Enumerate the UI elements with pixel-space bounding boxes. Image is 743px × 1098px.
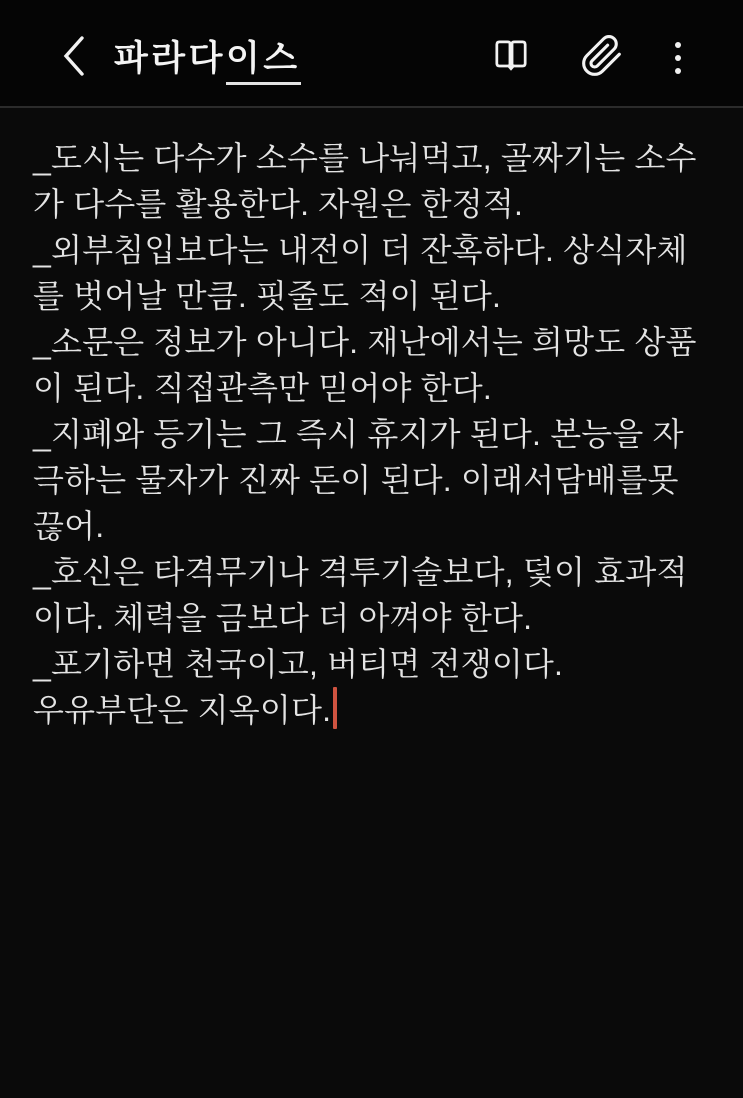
note-title-text: 파라다 xyxy=(114,39,226,78)
chevron-left-icon xyxy=(58,34,92,83)
note-body-editor[interactable] xyxy=(0,108,743,1008)
back-button[interactable] xyxy=(58,34,102,82)
more-options-button[interactable] xyxy=(665,36,691,80)
paperclip-icon xyxy=(580,34,624,83)
note-text-line[interactable]: _도시는 다수가 소수를 나눠먹고, 골짜기는 소수 xyxy=(33,140,697,176)
app-bar xyxy=(0,0,743,108)
note-text-line[interactable]: 극하는 물자가 진짜 돈이 된다. 이래서담배를못 xyxy=(33,462,679,498)
note-text-line[interactable]: _포기하면 천국이고, 버티면 전쟁이다. xyxy=(33,646,564,682)
attach-button[interactable] xyxy=(579,35,625,81)
note-title-field[interactable] xyxy=(114,31,301,85)
note-text-line[interactable] xyxy=(33,687,715,733)
reader-mode-button[interactable] xyxy=(489,36,533,80)
note-text-line[interactable]: 끊어. xyxy=(33,508,105,544)
note-title-composing-text: 이스 xyxy=(226,31,301,85)
note-text-line[interactable]: _지폐와 등기는 그 즉시 휴지가 된다. 본능을 자 xyxy=(33,416,684,452)
open-book-icon xyxy=(490,35,532,82)
note-text-line[interactable]: 이다. 체력을 금보다 더 아껴야 한다. xyxy=(33,600,533,636)
text-cursor xyxy=(333,687,337,729)
note-text-line[interactable]: _호신은 타격무기나 격투기술보다, 덫이 효과적 xyxy=(33,554,688,590)
note-text-line[interactable]: 가 다수를 활용한다. 자원은 한정적. xyxy=(33,186,524,222)
note-text-last-line: 우유부단은 지옥이다. xyxy=(33,692,332,728)
note-text-line[interactable]: _외부침입보다는 내전이 더 잔혹하다. 상식자체 xyxy=(33,232,688,268)
vertical-ellipsis-icon xyxy=(675,42,681,74)
note-text-line[interactable]: _소문은 정보가 아니다. 재난에서는 희망도 상품 xyxy=(33,324,697,360)
note-text-line[interactable]: 이 된다. 직접관측만 믿어야 한다. xyxy=(33,370,493,406)
note-text-line[interactable]: 를 벗어날 만큼. 핏줄도 적이 된다. xyxy=(33,278,502,314)
